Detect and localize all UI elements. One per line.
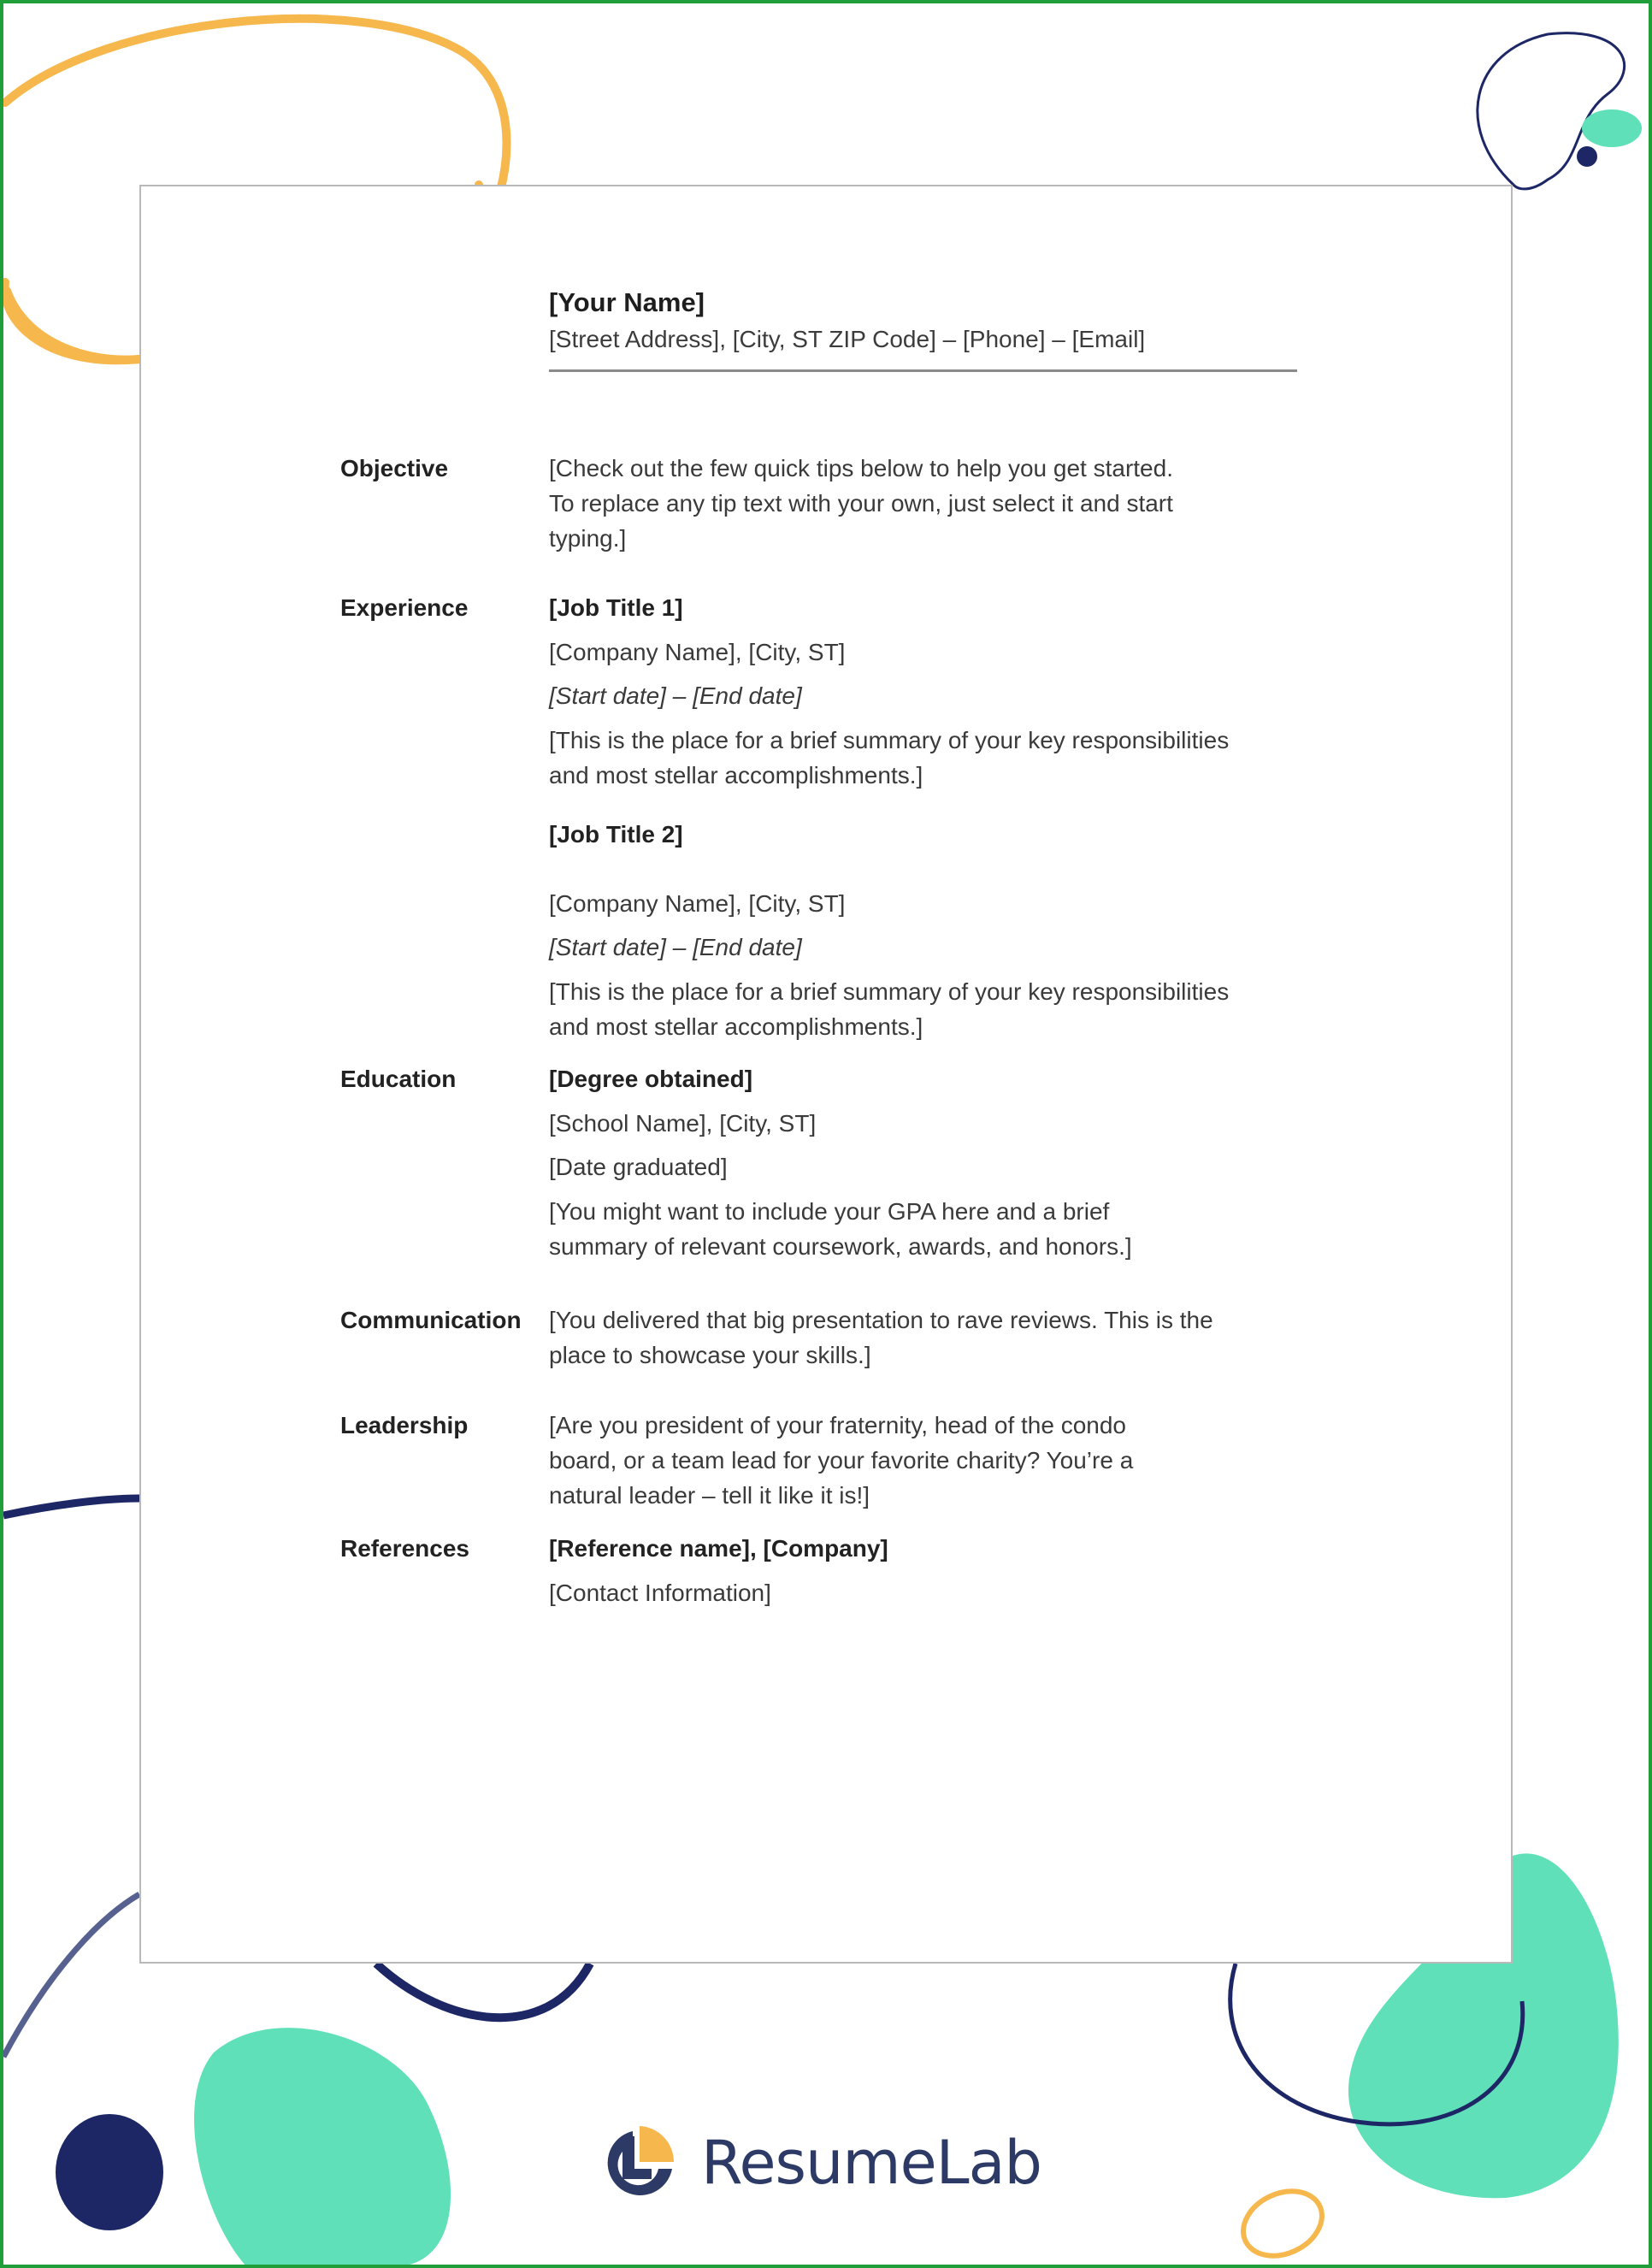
job-summary-line: [This is the place for a brief summary of your key responsibilities [549, 978, 1230, 1005]
job-company: [Company Name], [City, ST] [549, 890, 846, 917]
communication-line: [You delivered that big presentation to rave reviews. This is the [549, 1307, 1213, 1333]
education-school: [School Name], [City, ST] [549, 1110, 817, 1137]
section-label-leadership: Leadership [340, 1412, 469, 1438]
leadership-line: board, or a team lead for your favorite charity? You’re a [549, 1447, 1134, 1474]
section-label-references: References [340, 1535, 469, 1562]
section-label-experience: Experience [340, 594, 469, 621]
leadership-line: natural leader – tell it like it is!] [549, 1482, 870, 1509]
resume-contact: [Street Address], [City, ST ZIP Code] – [Phone] – [Email] [549, 326, 1146, 352]
resumelab-logo-text: ResumeLab [701, 2128, 1041, 2198]
job-company: [Company Name], [City, ST] [549, 639, 846, 665]
education-degree: [Degree obtained] [549, 1066, 753, 1092]
job-dates: [Start date] – [End date] [549, 682, 802, 709]
objective-line: typing.] [549, 525, 627, 552]
leadership-line: [Are you president of your fraternity, head of the condo [549, 1412, 1126, 1438]
education-summary-line: [You might want to include your GPA here and a brief [549, 1198, 1110, 1225]
resume-name: [Your Name] [549, 287, 705, 317]
job-dates: [Start date] – [End date] [549, 934, 802, 960]
job-title: [Job Title 2] [549, 821, 683, 848]
objective-line: To replace any tip text with your own, just select it and start [549, 490, 1173, 517]
job-title: [Job Title 1] [549, 594, 683, 621]
education-summary-line: summary of relevant coursework, awards, and honors.] [549, 1233, 1132, 1260]
job-summary-line: and most stellar accomplishments.] [549, 1013, 923, 1040]
job-summary-line: [This is the place for a brief summary of your key responsibilities [549, 727, 1230, 753]
section-label-education: Education [340, 1066, 457, 1092]
objective-line: [Check out the few quick tips below to help you get started. [549, 455, 1173, 481]
section-label-communication: Communication [340, 1307, 522, 1333]
education-date: [Date graduated] [549, 1154, 728, 1180]
reference-contact: [Contact Information] [549, 1580, 771, 1606]
reference-name: [Reference name], [Company] [549, 1535, 888, 1562]
job-summary-line: and most stellar accomplishments.] [549, 762, 923, 788]
section-label-objective: Objective [340, 455, 449, 481]
communication-line: place to showcase your skills.] [549, 1342, 871, 1368]
